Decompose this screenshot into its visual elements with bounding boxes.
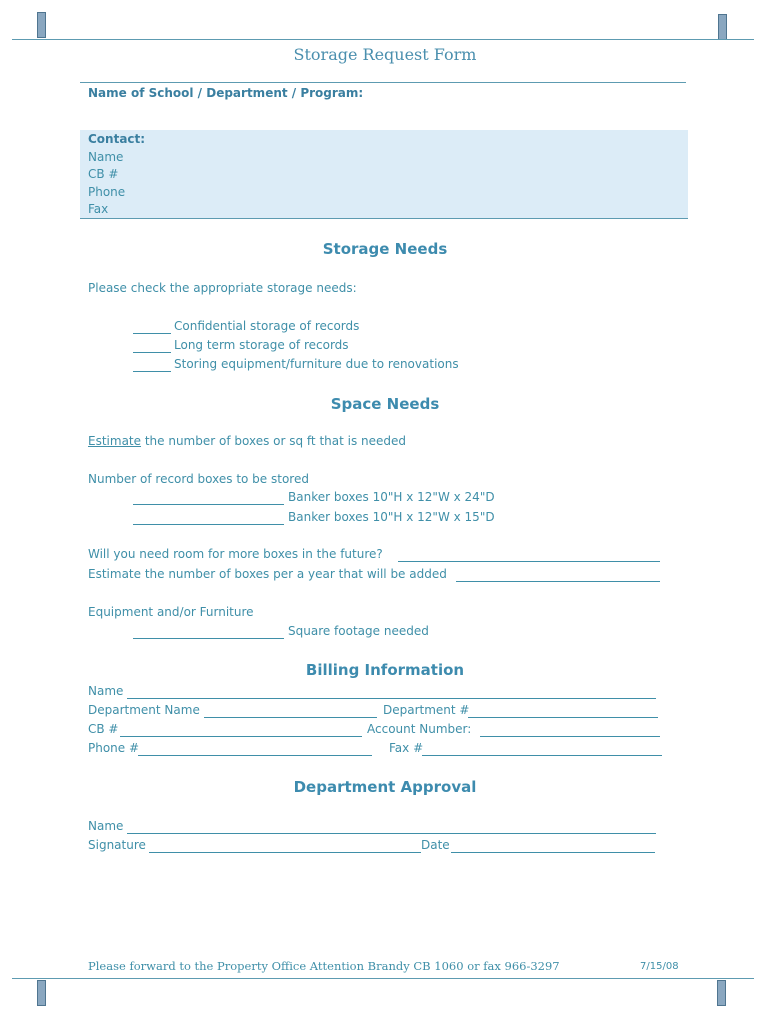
storage-checkbox-line-equipment[interactable] (133, 371, 171, 372)
boxes-per-year-label: Estimate the number of boxes per a year that will be added (88, 567, 447, 581)
contact-heading: Contact: (88, 132, 146, 146)
billing-account-number-blank[interactable] (480, 736, 660, 737)
billing-heading: Billing Information (305, 661, 465, 679)
contact-cb-label: CB # (88, 167, 119, 181)
corner-tab-bottom-left (37, 980, 46, 1006)
contact-phone-label: Phone (88, 185, 126, 199)
billing-department-name-blank[interactable] (204, 717, 377, 718)
billing-fax-label: Fax # (389, 741, 424, 755)
contact-box (80, 130, 688, 219)
boxes-per-year-blank[interactable] (456, 581, 660, 582)
approval-name-blank[interactable] (127, 833, 656, 834)
estimate-word: Estimate (88, 434, 142, 448)
future-room-question: Will you need room for more boxes in the future? (88, 547, 383, 561)
record-boxes-label: Number of record boxes to be stored (88, 472, 309, 486)
billing-department-number-blank[interactable] (468, 717, 658, 718)
storage-option-long-term: Long term storage of records (174, 338, 349, 352)
billing-phone-blank[interactable] (138, 755, 372, 756)
corner-tab-top-left (37, 12, 46, 38)
square-footage-blank[interactable] (133, 638, 284, 639)
equipment-label: Equipment and/or Furniture (88, 605, 254, 619)
contact-name-label: Name (88, 150, 124, 164)
future-room-blank[interactable] (398, 561, 660, 562)
storage-instruction: Please check the appropriate storage needs: (88, 281, 357, 295)
billing-department-name-label: Department Name (88, 703, 200, 717)
title-rule (80, 82, 686, 83)
approval-signature-blank[interactable] (149, 852, 421, 853)
approval-heading: Department Approval (293, 778, 477, 796)
footer-date: 7/15/08 (640, 961, 679, 972)
form-title: Storage Request Form (293, 45, 477, 64)
billing-name-blank[interactable] (127, 698, 656, 699)
billing-name-label: Name (88, 684, 124, 698)
billing-phone-label: Phone # (88, 741, 140, 755)
storage-option-confidential: Confidential storage of records (174, 319, 360, 333)
approval-name-label: Name (88, 819, 124, 833)
banker-24-blank[interactable] (133, 504, 284, 505)
footer-note: Please forward to the Property Office Attention Brandy CB 1060 or fax 966-3297 (88, 959, 560, 973)
banker-24-label: Banker boxes 10"H x 12"W x 24"D (288, 490, 495, 504)
contact-fax-label: Fax (88, 202, 109, 216)
billing-fax-blank[interactable] (422, 755, 662, 756)
billing-cb-label: CB # (88, 722, 119, 736)
estimate-rest: the number of boxes or sq ft that is needed (141, 434, 407, 448)
square-footage-label: Square footage needed (288, 624, 429, 638)
storage-option-equipment: Storing equipment/furniture due to renovations (174, 357, 459, 371)
billing-account-number-label: Account Number: (367, 722, 472, 736)
school-label: Name of School / Department / Program: (88, 86, 364, 100)
storage-checkbox-line-long-term[interactable] (133, 352, 171, 353)
space-needs-heading: Space Needs (330, 395, 440, 413)
corner-tab-bottom-right (717, 980, 726, 1006)
approval-date-blank[interactable] (451, 852, 655, 853)
approval-signature-label: Signature (88, 838, 146, 852)
storage-needs-heading: Storage Needs (322, 240, 448, 258)
approval-date-label: Date (421, 838, 450, 852)
bottom-rule (12, 978, 754, 979)
corner-tab-top-right (718, 14, 727, 40)
billing-cb-blank[interactable] (120, 736, 362, 737)
storage-checkbox-line-confidential[interactable] (133, 333, 171, 334)
banker-15-label: Banker boxes 10"H x 12"W x 15"D (288, 510, 495, 524)
estimate-instruction (88, 434, 406, 448)
top-rule (12, 39, 754, 40)
billing-department-number-label: Department # (383, 703, 470, 717)
banker-15-blank[interactable] (133, 524, 284, 525)
